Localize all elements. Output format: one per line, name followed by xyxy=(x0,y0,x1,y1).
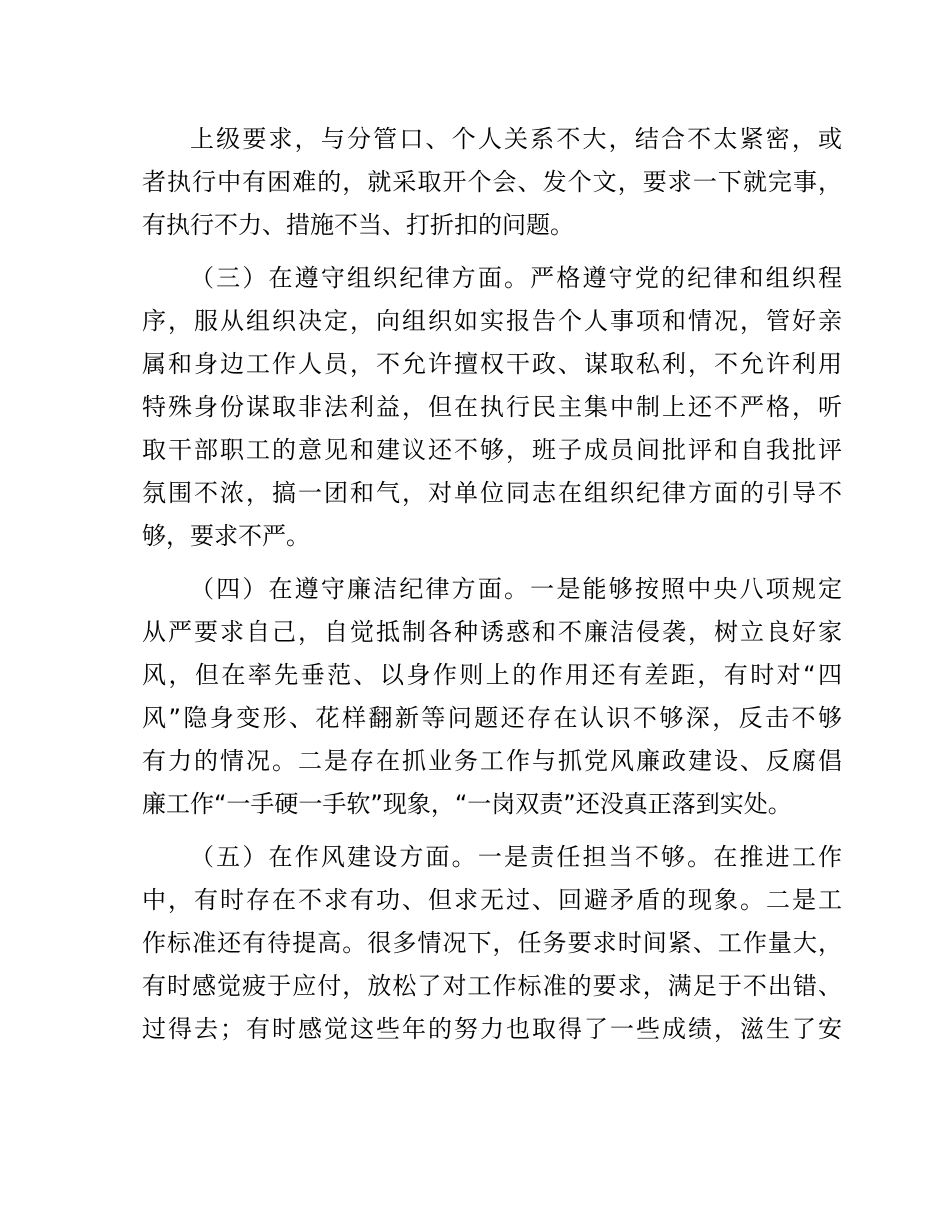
text-line: 作标准还有待提高。很多情况下，任务要求时间紧、工作量大， xyxy=(142,929,842,957)
text-line: 风”隐身变形、花样翻新等问题还存在认识不够深，反击不够 xyxy=(142,704,842,732)
text-line: 有力的情况。二是存在抓业务工作与抓党风廉政建设、反腐倡 xyxy=(142,747,842,775)
paragraph-integrity-discipline xyxy=(142,568,842,826)
paragraph-work-style xyxy=(142,836,842,1051)
text-line: 从严要求自己，自觉抵制各种诱惑和不廉洁侵袭，树立良好家 xyxy=(142,618,842,646)
text-line: （四）在遵守廉洁纪律方面。一是能够按照中央八项规定 xyxy=(190,575,842,603)
paragraph-organization-discipline xyxy=(142,257,842,558)
text-line: 廉工作“一手硬一手软”现象，“一岗双责”还没真正落到实处。 xyxy=(142,790,792,818)
document-body xyxy=(142,118,842,1061)
text-line: 有执行不力、措施不当、打折扣的问题。 xyxy=(142,211,574,239)
text-line: 取干部职工的意见和建议还不够，班子成员间批评和自我批评 xyxy=(142,436,842,464)
text-line: 者执行中有困难的，就采取开个会、发个文，要求一下就完事， xyxy=(142,168,842,196)
paragraph-continuation xyxy=(142,118,842,247)
text-line: 序，服从组织决定，向组织如实报告个人事项和情况，管好亲 xyxy=(142,307,842,335)
text-line: 风，但在率先垂范、以身作则上的作用还有差距，有时对“四 xyxy=(142,661,842,689)
text-line: 属和身边工作人员，不允许擅权干政、谋取私利，不允许利用 xyxy=(142,350,842,378)
text-line: 过得去；有时感觉这些年的努力也取得了一些成绩，滋生了安 xyxy=(142,1015,842,1043)
text-line: 够，要求不严。 xyxy=(142,522,310,550)
text-line: 中，有时存在不求有功、但求无过、回避矛盾的现象。二是工 xyxy=(142,886,842,914)
text-line: 氛围不浓，搞一团和气，对单位同志在组织纪律方面的引导不 xyxy=(142,479,842,507)
text-line: 上级要求，与分管口、个人关系不大，结合不太紧密，或 xyxy=(190,125,842,153)
text-line: 有时感觉疲于应付，放松了对工作标准的要求，满足于不出错、 xyxy=(142,972,842,1000)
text-line: （五）在作风建设方面。一是责任担当不够。在推进工作 xyxy=(190,843,842,871)
text-line: 特殊身份谋取非法利益，但在执行民主集中制上还不严格，听 xyxy=(142,393,842,421)
text-line: （三）在遵守组织纪律方面。严格遵守党的纪律和组织程 xyxy=(190,264,842,292)
